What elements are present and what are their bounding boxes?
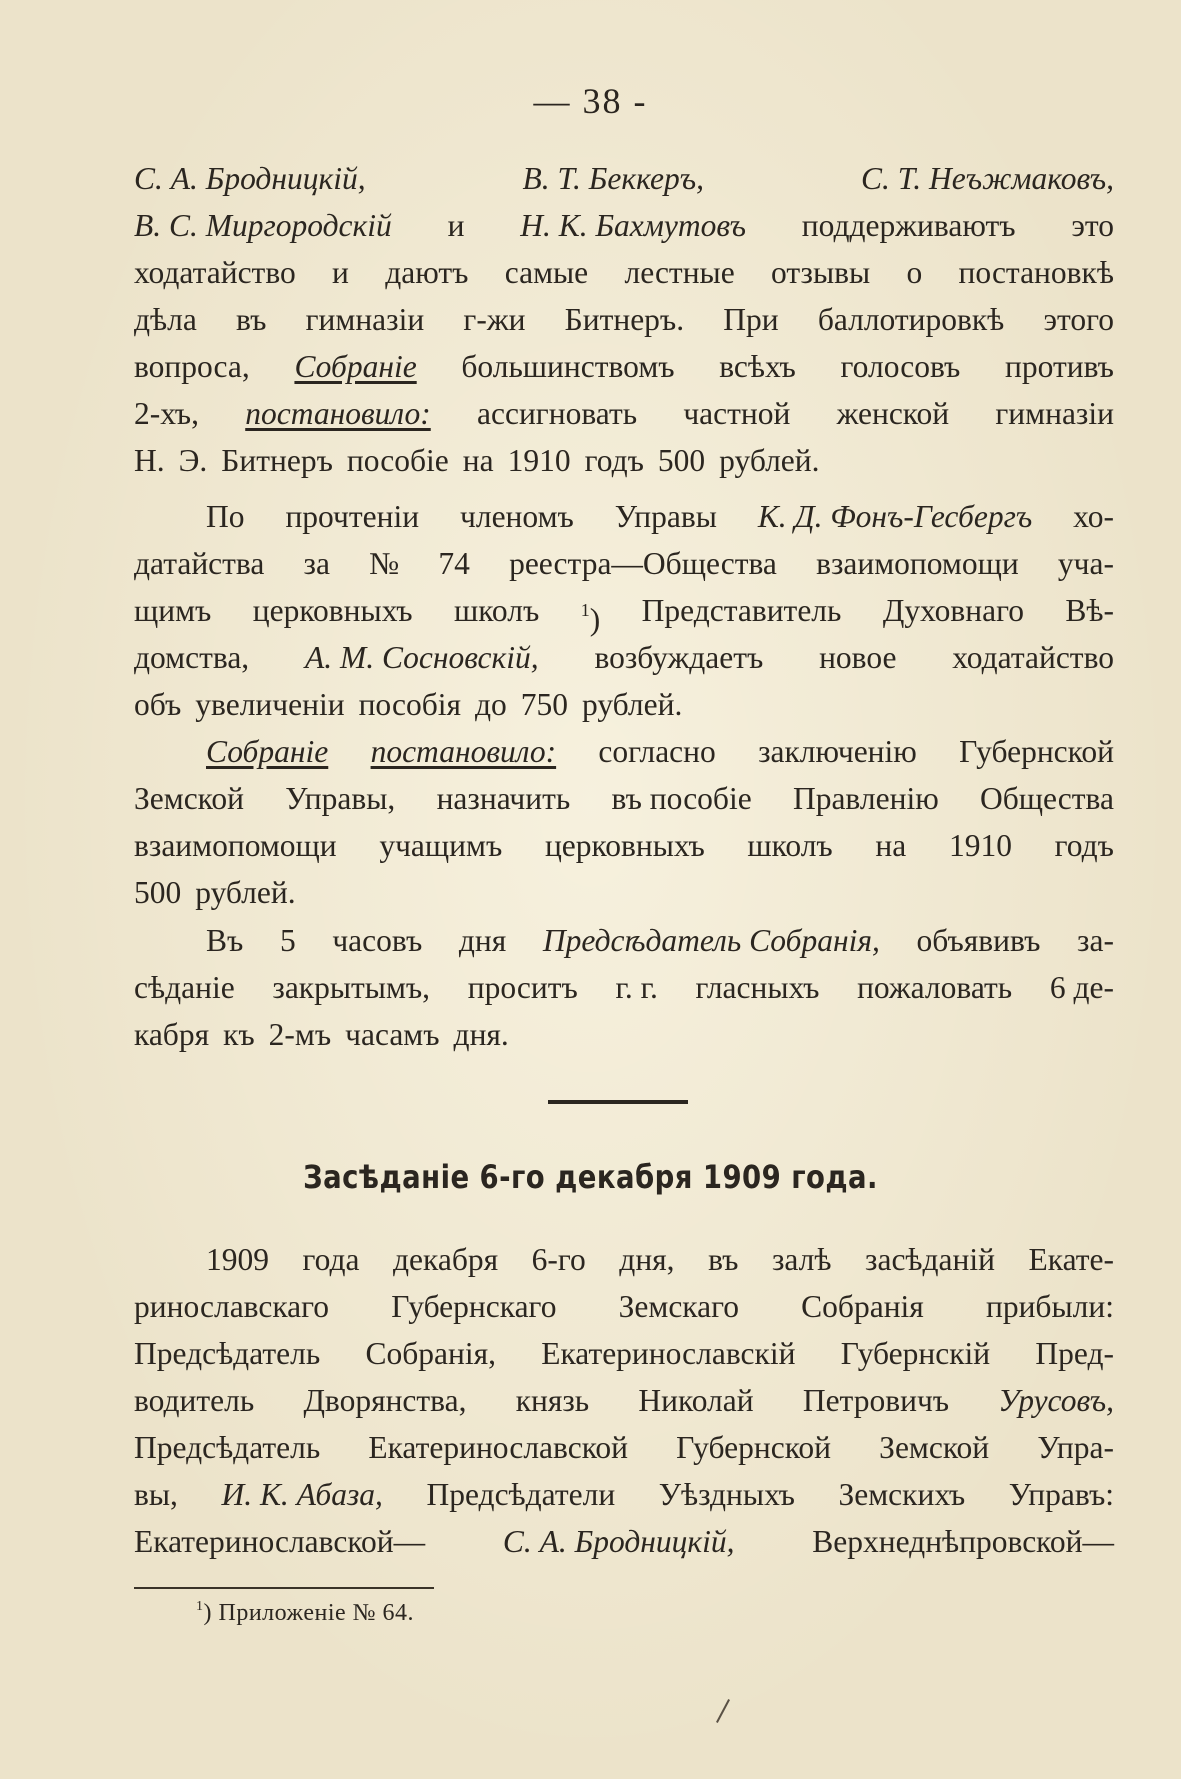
word: Уѣздныхъ: [658, 1477, 795, 1512]
text-line: [134, 917, 1114, 964]
text-line: [134, 869, 1114, 916]
emphasized-word: постановило:: [245, 396, 431, 431]
word: возбуждаетъ: [594, 640, 764, 675]
word: пособія: [358, 687, 461, 722]
word: Земской: [879, 1430, 990, 1465]
word: №: [369, 546, 400, 581]
word: противъ: [1005, 349, 1114, 384]
word: Пред-: [1035, 1336, 1114, 1371]
word: Собранія,: [365, 1336, 496, 1371]
emphasized-word: А. М. Сосновскій,: [304, 640, 539, 675]
word: прибыли:: [985, 1289, 1114, 1324]
word: въ: [708, 1242, 739, 1277]
word: Управы: [614, 499, 717, 534]
word: дня: [458, 923, 507, 958]
word: школъ: [747, 828, 833, 863]
word: Предсѣдатель: [134, 1336, 321, 1371]
word: Управы,: [285, 781, 396, 816]
emphasized-word: К. Д. Фонъ-Гесбергъ: [757, 499, 1033, 534]
word: это: [1071, 208, 1114, 243]
word: уча-: [1057, 546, 1114, 581]
word: Предсѣдатель: [134, 1430, 321, 1465]
word: пожаловать: [857, 970, 1013, 1005]
word: и: [447, 208, 465, 243]
emphasized-word: С. Т. Неъжмаковъ,: [860, 161, 1114, 196]
footnote-divider: [134, 1587, 434, 1589]
word: При: [723, 302, 779, 337]
word: всѣхъ: [719, 349, 796, 384]
word: Битнеръ.: [564, 302, 685, 337]
text-line: [134, 1236, 1114, 1283]
emphasized-word: С. А. Бродницкій,: [502, 1524, 735, 1559]
word: рублей.: [719, 443, 820, 478]
word: хо-: [1073, 499, 1114, 534]
word: Общества: [980, 781, 1114, 816]
word: г. г.: [615, 970, 658, 1005]
word: По: [206, 499, 245, 534]
footnote-mark: 1: [196, 1599, 204, 1614]
word: кабря: [134, 1017, 210, 1052]
word: ходатайство: [134, 255, 296, 290]
emphasized-word: В. С. Миргородскій: [134, 208, 392, 243]
text-line: [134, 343, 1114, 390]
footnote: [196, 1599, 414, 1627]
paragraph-5: [134, 1236, 1114, 1565]
word: Петровичъ: [802, 1383, 950, 1418]
word: домства,: [134, 640, 250, 675]
text-line: [134, 1471, 1114, 1518]
footnote-ref: 1: [580, 600, 590, 620]
word: дня,: [619, 1242, 675, 1277]
word: проситъ: [467, 970, 578, 1005]
word: на: [875, 828, 907, 863]
word: на: [462, 443, 494, 478]
text-line: [134, 296, 1114, 343]
word: Управъ:: [1008, 1477, 1114, 1512]
word: большинствомъ: [461, 349, 675, 384]
word: гласныхъ: [695, 970, 820, 1005]
word: 6-го: [531, 1242, 586, 1277]
word: школъ: [453, 593, 540, 628]
word: вопроса,: [134, 349, 250, 384]
word: лестные: [624, 255, 735, 290]
word: г-жи: [463, 302, 526, 337]
word: 500: [134, 875, 182, 910]
word: закрытымъ,: [272, 970, 431, 1005]
word: увеличеніи: [195, 687, 345, 722]
word: 1910: [507, 443, 571, 478]
word: учащимъ: [379, 828, 503, 863]
text-line: [134, 390, 1114, 437]
stray-pencil-mark: [716, 1699, 730, 1723]
text-line: [134, 728, 1114, 775]
emphasized-word: Предсѣдатель Собранія,: [542, 923, 880, 958]
word: Вѣ-: [1065, 593, 1114, 628]
word: прочтеніи: [285, 499, 420, 534]
word: Э.: [178, 443, 208, 478]
word: къ: [223, 1017, 255, 1052]
word: и: [332, 255, 349, 290]
word: часовъ: [332, 923, 423, 958]
word: поддерживаютъ: [801, 208, 1016, 243]
word: датайства: [134, 546, 265, 581]
word: церковныхъ: [252, 593, 413, 628]
word: Представитель: [641, 593, 842, 628]
word: сѣданіе: [134, 970, 235, 1005]
page-number: — 38 -: [533, 81, 648, 121]
word: ассигновать: [477, 396, 638, 431]
text-line: [134, 587, 1114, 637]
emphasized-word: С. А. Бродницкій,: [134, 161, 366, 196]
section-heading: Засѣданіе 6-го декабря 1909 года.: [303, 1158, 878, 1196]
paragraph-3: [134, 728, 1114, 916]
word: Н.: [134, 443, 165, 478]
word: года: [302, 1242, 360, 1277]
word: Николай: [638, 1383, 754, 1418]
word: Екате-: [1028, 1242, 1114, 1277]
text-line: [134, 540, 1114, 587]
word: взаимопомощи: [134, 828, 337, 863]
word: о: [906, 255, 923, 290]
word: Екатеринославской: [368, 1430, 629, 1465]
word: декабря: [393, 1242, 499, 1277]
footnote-reference: $^1$): [580, 600, 601, 637]
word: Дворянства,: [303, 1383, 467, 1418]
word: Земской: [134, 781, 244, 816]
word: взаимопомощи: [816, 546, 1019, 581]
text-line: [134, 249, 1114, 296]
word: отзывы: [771, 255, 871, 290]
word: гимназіи: [995, 396, 1114, 431]
word: Верхнеднѣпровской—: [812, 1524, 1114, 1559]
emphasized-word: Н. К. Бахмутовъ: [520, 208, 746, 243]
text-line: [134, 1330, 1114, 1377]
word: 500: [657, 443, 706, 478]
word: этого: [1043, 302, 1114, 337]
word: самые: [504, 255, 589, 290]
word: дѣла: [134, 302, 197, 337]
word: членомъ: [460, 499, 574, 534]
word: объявивъ: [916, 923, 1041, 958]
text-line: [134, 1424, 1114, 1471]
text-line: [134, 1283, 1114, 1330]
word: 1909: [206, 1242, 269, 1277]
text-line: [134, 1518, 1114, 1565]
emphasized-word: И. К. Абаза,: [221, 1477, 383, 1512]
word: баллотировкѣ: [817, 302, 1005, 337]
word: 2-мъ: [268, 1017, 332, 1052]
emphasized-word: постановило:: [370, 734, 557, 769]
word: Екатеринославскій: [541, 1336, 796, 1371]
word: Битнеръ: [221, 443, 333, 478]
word: годъ: [1054, 828, 1114, 863]
text-line: [134, 1011, 1114, 1058]
word: гимназіи: [305, 302, 425, 337]
word: постановкѣ: [958, 255, 1114, 290]
word: реестра—Общества: [509, 546, 777, 581]
text-line: [134, 1377, 1114, 1424]
word: 2-хъ,: [134, 396, 199, 431]
word: ринославскаго: [134, 1289, 330, 1324]
word: ходатайство: [952, 640, 1114, 675]
text-line: [134, 155, 1114, 202]
text-line: [134, 202, 1114, 249]
word: 74: [438, 546, 470, 581]
word: Губернскій: [840, 1336, 991, 1371]
text-line: [134, 437, 1114, 484]
word: 5: [279, 923, 296, 958]
word: Земскаго: [618, 1289, 739, 1324]
word: Земскихъ: [838, 1477, 966, 1512]
emphasized-word: Собраніе: [294, 349, 417, 384]
word: Упра-: [1037, 1430, 1114, 1465]
word: частной: [683, 396, 791, 431]
paragraph-4: [134, 917, 1114, 1058]
word: женской: [836, 396, 950, 431]
word: щимъ: [134, 593, 212, 628]
word: до: [474, 687, 507, 722]
word: 750: [520, 687, 568, 722]
emphasized-word: Собраніе: [206, 734, 329, 769]
word: Губернской: [959, 734, 1114, 769]
word: Духовнаго: [882, 593, 1024, 628]
text-line: [134, 964, 1114, 1011]
word: Екатеринославской—: [134, 1524, 426, 1559]
word: заключенію: [758, 734, 917, 769]
word: залѣ: [771, 1242, 832, 1277]
word: голосовъ: [840, 349, 961, 384]
paragraph-2: [134, 493, 1114, 728]
word: часамъ: [345, 1017, 440, 1052]
word: рублей.: [195, 875, 296, 910]
word: въ: [236, 302, 267, 337]
word: князь: [515, 1383, 590, 1418]
paragraph-1: [134, 155, 1114, 484]
word: новое: [819, 640, 897, 675]
text-line: [134, 681, 1114, 728]
emphasized-word: В. Т. Беккеръ,: [522, 161, 705, 196]
text-line: [134, 822, 1114, 869]
word: назначить: [436, 781, 571, 816]
word: Губернской: [676, 1430, 832, 1465]
word: водитель: [134, 1383, 255, 1418]
word: рублей.: [582, 687, 683, 722]
footnote-text: Приложеніе № 64.: [218, 1600, 415, 1626]
word: дня.: [453, 1017, 509, 1052]
word: въ пособіе: [611, 781, 752, 816]
word: объ: [134, 687, 182, 722]
word: Правленію: [792, 781, 939, 816]
word: вы,: [134, 1477, 178, 1512]
word: годъ: [584, 443, 644, 478]
section-divider: [548, 1100, 688, 1104]
word: пособіе: [346, 443, 449, 478]
text-line: [134, 634, 1114, 681]
word: 1910: [948, 828, 1012, 863]
footnote-paren: ): [203, 1600, 212, 1626]
word: Губернскаго: [391, 1289, 557, 1324]
word: 6 де-: [1049, 970, 1114, 1005]
text-line: [134, 775, 1114, 822]
word: за-: [1077, 923, 1114, 958]
word: согласно: [598, 734, 716, 769]
word: за: [303, 546, 330, 581]
word: засѣданій: [865, 1242, 995, 1277]
word: церковныхъ: [544, 828, 705, 863]
emphasized-word: Урусовъ,: [998, 1383, 1114, 1418]
word: Собранія: [801, 1289, 924, 1324]
text-line: [134, 493, 1114, 540]
word: Предсѣдатели: [426, 1477, 616, 1512]
word: Въ: [206, 923, 244, 958]
word: даютъ: [385, 255, 469, 290]
